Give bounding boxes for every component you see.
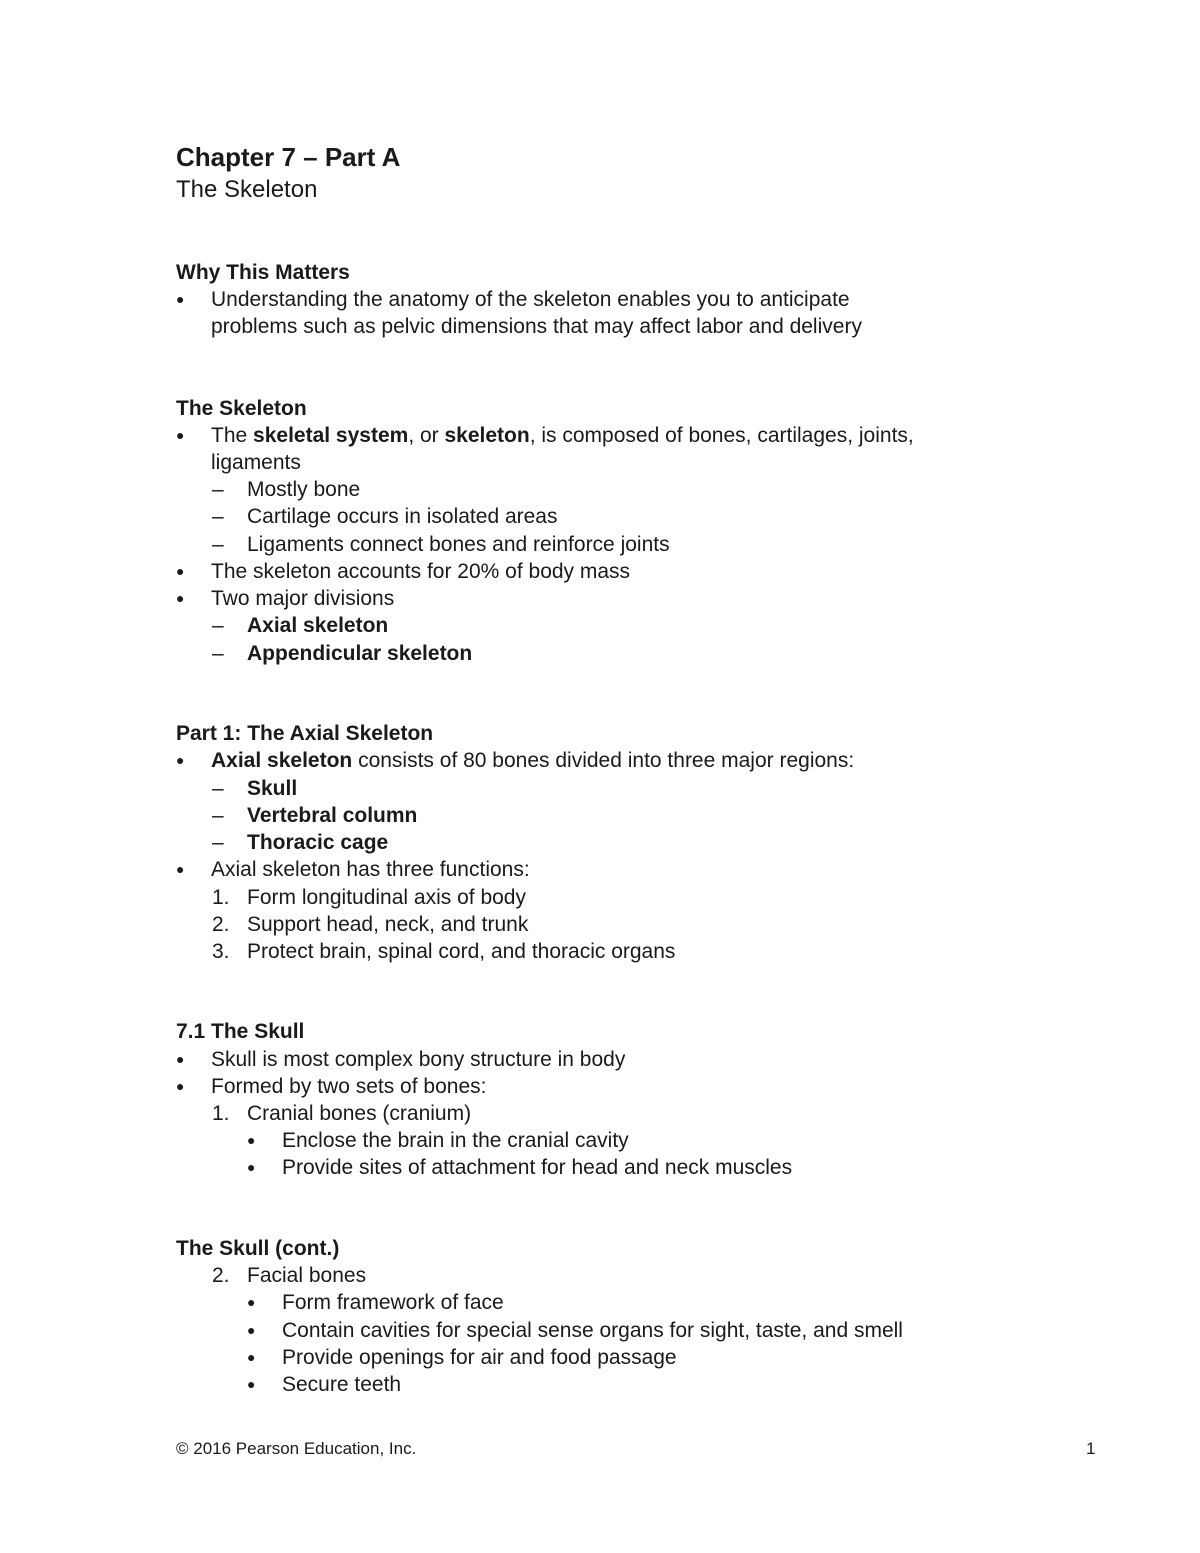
bullet-icon: ●: [247, 1376, 256, 1392]
sub-list-item: Contain cavities for special sense organs for sight, taste, and smell: [282, 1319, 903, 1342]
list-number: 1.: [212, 1102, 230, 1125]
sub-list-item: Cartilage occurs in isolated areas: [247, 505, 558, 528]
list-item: Axial skeleton has three functions:: [211, 858, 530, 881]
section-heading-axial: Part 1: The Axial Skeleton: [176, 722, 434, 745]
bullet-icon: ●: [176, 1051, 185, 1067]
list-item: The skeleton accounts for 20% of body mass: [211, 560, 631, 583]
bullet-icon: ●: [247, 1132, 256, 1148]
list-item-continuation: ligaments: [211, 451, 301, 474]
chapter-title: Chapter 7 – Part A: [176, 142, 401, 172]
dash-icon: –: [212, 505, 224, 528]
sub-list-item: Secure teeth: [282, 1373, 402, 1396]
list-item: Understanding the anatomy of the skeleton enables you to anticipate: [211, 288, 850, 311]
section-heading-why: Why This Matters: [176, 261, 350, 284]
numbered-item: Facial bones: [247, 1264, 367, 1287]
numbered-item: Cranial bones (cranium): [247, 1102, 472, 1125]
list-item: Two major divisions: [211, 587, 395, 610]
bullet-icon: ●: [176, 427, 185, 443]
dash-icon: –: [212, 642, 224, 665]
sub-list-item: Vertebral column: [247, 804, 418, 827]
dash-icon: –: [212, 804, 224, 827]
bullet-icon: ●: [247, 1349, 256, 1365]
sub-list-item: Appendicular skeleton: [247, 642, 473, 665]
bullet-icon: ●: [176, 752, 185, 768]
chapter-subtitle: The Skeleton: [176, 176, 318, 203]
bullet-icon: ●: [176, 563, 185, 579]
section-heading-skull-cont: The Skull (cont.): [176, 1237, 340, 1260]
dash-icon: –: [212, 777, 224, 800]
numbered-item: Protect brain, spinal cord, and thoracic organs: [247, 940, 676, 963]
dash-icon: –: [212, 831, 224, 854]
numbered-item: Support head, neck, and trunk: [247, 913, 529, 936]
sub-list-item: Form framework of face: [282, 1291, 504, 1314]
list-number: 2.: [212, 913, 230, 936]
section-heading-skeleton: The Skeleton: [176, 397, 307, 420]
sub-list-item: Axial skeleton: [247, 614, 389, 637]
sub-list-item: Provide openings for air and food passage: [282, 1346, 677, 1369]
list-item: The skeletal system, or skeleton, is composed of bones, cartilages, joints,: [211, 424, 914, 447]
sub-list-item: Provide sites of attachment for head and neck muscles: [282, 1156, 793, 1179]
list-item: Axial skeleton consists of 80 bones divided into three major regions:: [211, 749, 855, 772]
list-number: 3.: [212, 940, 230, 963]
dash-icon: –: [212, 533, 224, 556]
bullet-icon: ●: [247, 1322, 256, 1338]
bullet-icon: ●: [176, 1078, 185, 1094]
sub-list-item: Skull: [247, 777, 298, 800]
numbered-item: Form longitudinal axis of body: [247, 886, 526, 909]
list-item: Formed by two sets of bones:: [211, 1075, 487, 1098]
list-number: 1.: [212, 886, 230, 909]
bullet-icon: ●: [176, 291, 185, 307]
footer-copyright: © 2016 Pearson Education, Inc.: [176, 1439, 417, 1458]
bullet-icon: ●: [176, 590, 185, 606]
sub-list-item: Ligaments connect bones and reinforce joints: [247, 533, 670, 556]
dash-icon: –: [212, 478, 224, 501]
bullet-icon: ●: [247, 1294, 256, 1310]
list-item: Skull is most complex bony structure in body: [211, 1048, 626, 1071]
sub-list-item: Mostly bone: [247, 478, 361, 501]
sub-list-item: Enclose the brain in the cranial cavity: [282, 1129, 629, 1152]
list-number: 2.: [212, 1264, 230, 1287]
section-heading-skull: 7.1 The Skull: [176, 1020, 305, 1043]
list-item-continuation: problems such as pelvic dimensions that may affect labor and delivery: [211, 315, 862, 338]
sub-list-item: Thoracic cage: [247, 831, 389, 854]
page-number: 1: [1086, 1439, 1096, 1458]
dash-icon: –: [212, 614, 224, 637]
bullet-icon: ●: [247, 1159, 256, 1175]
bullet-icon: ●: [176, 861, 185, 877]
